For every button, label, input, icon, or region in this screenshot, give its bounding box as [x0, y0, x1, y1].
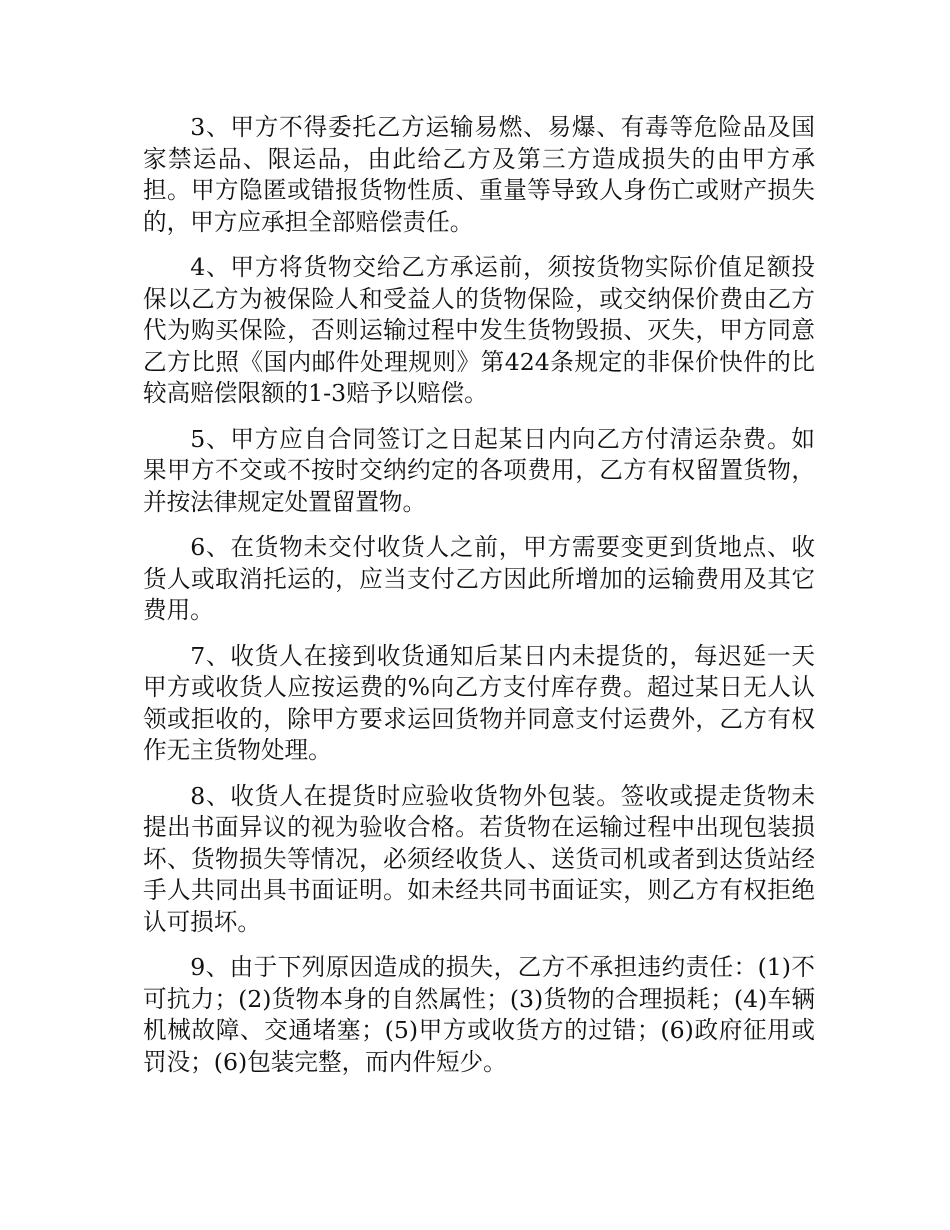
- clause-8-paragraph: 8、收货人在提货时应验收货物外包装。签收或提走货物未提出书面异议的视为验收合格。若货物在运输过程中出现包装损坏、货物损失等情况，必须经收货人、送货司机或者到达货站经手人共同出具书面证明。如未经共同书面证实，则乙方有权拒绝认可损坏。: [143, 781, 815, 936]
- clause-9-paragraph: 9、由于下列原因造成的损失，乙方不承担违约责任：(1)不可抗力；(2)货物本身的自然属性；(3)货物的合理损耗；(4)车辆机械故障、交通堵塞；(5)甲方或收货方的过错；(6)政府征用或罚没；(6)包装完整，而内件短少。: [143, 953, 815, 1076]
- document-body: [143, 112, 815, 1092]
- clause-5-paragraph: 5、甲方应自合同签订之日起某日内向乙方付清运杂费。如果甲方不交或不按时交纳约定的各项费用，乙方有权留置货物，并按法律规定处置留置物。: [143, 424, 815, 516]
- clause-7-paragraph: 7、收货人在接到收货通知后某日内未提货的，每迟延一天甲方或收货人应按运费的%向乙方支付库存费。超过某日无人认领或拒收的，除甲方要求运回货物并同意支付运费外，乙方有权作无主货物处理。: [143, 641, 815, 764]
- clause-3-paragraph: 3、甲方不得委托乙方运输易燃、易爆、有毒等危险品及国家禁运品、限运品，由此给乙方及第三方造成损失的由甲方承担。甲方隐匿或错报货物性质、重量等导致人身伤亡或财产损失的，甲方应承担全部赔偿责任。: [143, 113, 815, 236]
- clause-4-paragraph: 4、甲方将货物交给乙方承运前，须按货物实际价值足额投保以乙方为被保险人和受益人的货物保险，或交纳保价费由乙方代为购买保险，否则运输过程中发生货物毁损、灭失，甲方同意乙方比照《国内邮件处理规则》第424条规定的非保价快件的比较高赔偿限额的1-3赔予以赔偿。: [143, 253, 815, 407]
- clause-6-paragraph: 6、在货物未交付收货人之前，甲方需要变更到货地点、收货人或取消托运的，应当支付乙方因此所增加的运输费用及其它费用。: [143, 533, 815, 624]
